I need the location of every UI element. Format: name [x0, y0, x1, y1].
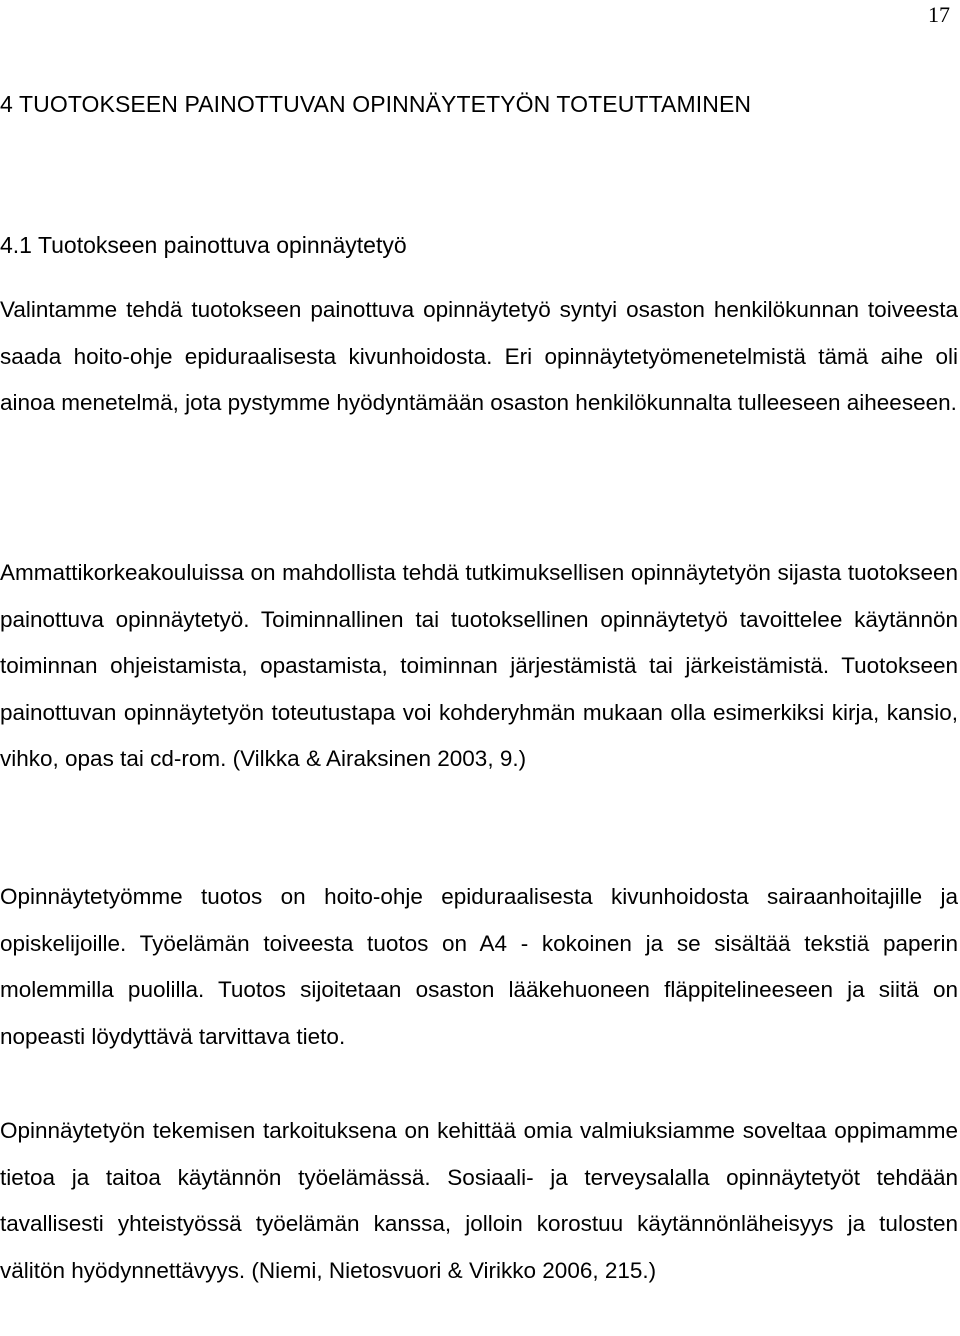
paragraph-1: Valintamme tehdä tuotokseen painottuva opinnäytetyö syntyi osaston henkilökunnan toiveesta saada hoito-ohje epiduraalisesta kivunhoidosta. Eri opinnäytetyömenetelmistä tämä aihe oli ainoa menetelmä, jota pystymme hyödyntämään osaston henkilökunnalta tulleeseen aiheeseen.: [0, 297, 958, 416]
paragraph-4: Opinnäytetyön tekemisen tarkoituksena on kehittää omia valmiuksiamme soveltaa oppimamme tietoa ja taitoa käytännön työelämässä. Sosiaali- ja terveysalalla opinnäytetyöt tehdään tavallisesti yhteistyössä työelämän kanssa, jolloin korostuu käytännönläheisyys ja tulosten välitön hyödynnettävyys. (Niemi, Nietosvuori & Virikko 2006, 215.): [0, 1118, 958, 1283]
page-number: 17: [928, 2, 950, 27]
paragraph-3: Opinnäytetyömme tuotos on hoito-ohje epiduraalisesta kivunhoidosta sairaanhoitajille ja opiskelijoille. Työelämän toiveesta tuotos on A4 - kokoinen ja se sisältää tekstiä paperin molemmilla puolilla. Tuotos sijoitetaan osaston lääkehuoneen fläppitelineeseen ja siitä on nopeasti löydyttävä tarvittava tieto.: [0, 884, 958, 1049]
paragraph-2: Ammattikorkeakouluissa on mahdollista tehdä tutkimuksellisen opinnäytetyön sijasta tuotokseen painottuva opinnäytetyö. Toiminnallinen tai tuotoksellinen opinnäytetyö tavoittelee käytännön toiminnan ohjeistamista, opastamista, toiminnan järjestämistä tai järkeistämistä. Tuotokseen painottuvan opinnäytetyön toteutustapa voi kohderyhmän mukaan olla esimerkiksi kirja, kansio, vihko, opas tai cd-rom. (Vilkka & Airaksinen 2003, 9.): [0, 560, 958, 772]
section-heading: 4.1 Tuotokseen painottuva opinnäytetyö: [0, 232, 407, 258]
chapter-heading: 4 TUOTOKSEEN PAINOTTUVAN OPINNÄYTETYÖN TOTEUTTAMINEN: [0, 91, 752, 117]
